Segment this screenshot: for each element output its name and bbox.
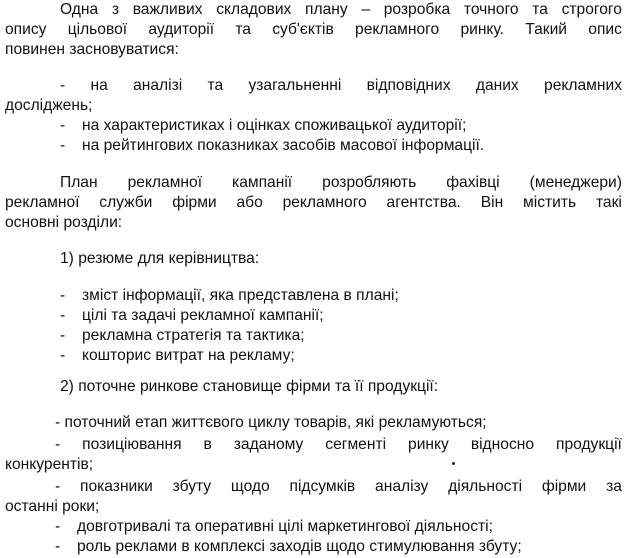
word: (менеджери)	[529, 174, 622, 191]
word: діяльності	[448, 478, 523, 495]
section-2-item-4	[5, 517, 622, 537]
list-1-item-2-text: на характеристиках і оцінках споживацької аудиторії;	[82, 117, 467, 134]
word: -	[60, 77, 66, 94]
word: такі	[595, 194, 622, 211]
section-2-item-4-text: довготривалі та оперативні цілі маркетингової діяльності;	[77, 518, 493, 535]
word: розробляють	[322, 174, 417, 191]
word: точного	[463, 1, 519, 18]
word: строгого	[561, 1, 622, 18]
section-2-item-2-line-2: конкурентів;	[5, 456, 94, 473]
word: ринку	[408, 436, 449, 453]
section-2-item-2-line-1	[5, 435, 622, 455]
word: показники	[80, 478, 153, 495]
word: рекламного	[282, 194, 367, 211]
paragraph-2-line-1	[5, 173, 622, 193]
list-1-item-1-line-2: досліджень;	[5, 97, 93, 114]
word: сегменті	[325, 436, 387, 453]
bullet-dash: -	[55, 538, 61, 555]
word: -	[55, 478, 61, 495]
word: аналізу	[375, 478, 429, 495]
word: плану	[305, 1, 348, 18]
word: Такий	[525, 21, 568, 38]
word: рекламного	[355, 21, 440, 38]
list-1-item-3-text: на рейтингових показниках засобів масової інформації.	[82, 137, 485, 154]
word: важливих	[132, 1, 203, 18]
bullet-dash: -	[60, 117, 66, 134]
word: даних	[475, 77, 519, 94]
paragraph-1-line-3: повинен засновуватися:	[5, 41, 179, 58]
word: заданому	[233, 436, 304, 453]
word: складових	[216, 1, 292, 18]
section-2-item-5	[5, 537, 622, 557]
section-2-item-1: - поточний етап життєвого циклу товарів, які рекламуються;	[55, 414, 487, 431]
section-1-item-text: цілі та задачі рекламної кампанії;	[82, 307, 324, 324]
word: кампанії	[232, 174, 293, 191]
word: на	[90, 77, 108, 94]
word: служби	[99, 194, 153, 211]
word: підсумків	[289, 478, 356, 495]
word: -	[55, 436, 61, 453]
word: фахівці	[446, 174, 500, 191]
bullet-dash: -	[60, 327, 66, 344]
list-1-item-1-line-1	[5, 76, 622, 96]
word: фірми	[541, 478, 587, 495]
paragraph-2-line-3: основні розділи:	[5, 214, 123, 231]
word: щодо	[230, 478, 270, 495]
word: рекламних	[544, 77, 622, 94]
word: Він	[480, 194, 504, 211]
section-1-item-text: зміст інформації, яка представлена в плані;	[82, 287, 399, 304]
paragraph-1-line-2	[5, 20, 622, 40]
word: або	[236, 194, 263, 211]
word: фірми	[172, 194, 217, 211]
word: з	[111, 1, 120, 18]
word: цільової	[67, 21, 128, 38]
section-1-item-4	[5, 346, 622, 366]
list-1-item-2	[5, 116, 622, 136]
section-2-item-3-line-2: останні роки;	[5, 498, 100, 515]
word: збуту	[172, 478, 212, 495]
paragraph-1-line-1	[5, 0, 622, 20]
word: та	[532, 1, 548, 18]
bullet-dash: -	[55, 518, 61, 535]
word: рекламної	[127, 174, 203, 191]
section-2-item-3-line-1	[5, 477, 622, 497]
word: –	[361, 1, 371, 18]
word: агентства.	[386, 194, 461, 211]
word: розробка	[383, 1, 451, 18]
section-1-heading: 1) резюме для керівництва:	[60, 250, 260, 267]
word: та	[235, 21, 251, 38]
word: продукції	[556, 436, 622, 453]
word: опис	[588, 21, 622, 38]
word: відповідних	[366, 77, 451, 94]
stray-dot	[452, 462, 455, 465]
word: позиціювання	[82, 436, 182, 453]
word: в	[203, 436, 212, 453]
word: узагальненні	[248, 77, 342, 94]
word: відносно	[470, 436, 535, 453]
bullet-dash: -	[60, 137, 66, 154]
section-1-item-1	[5, 286, 622, 306]
section-1-item-2	[5, 306, 622, 326]
section-1-item-3	[5, 326, 622, 346]
bullet-dash: -	[60, 287, 66, 304]
word: опису	[5, 21, 47, 38]
section-1-item-text: кошторис витрат на рекламу;	[82, 347, 295, 364]
section-1-item-text: рекламна стратегія та тактика;	[82, 327, 305, 344]
word: суб'єктів	[272, 21, 334, 38]
word: ринку.	[460, 21, 504, 38]
word: аудиторії	[148, 21, 215, 38]
word: містить	[523, 194, 577, 211]
word: аналізі	[133, 77, 183, 94]
word: за	[606, 478, 622, 495]
bullet-dash: -	[60, 307, 66, 324]
word: рекламної	[5, 194, 80, 211]
bullet-dash: -	[60, 347, 66, 364]
word: План	[60, 174, 98, 191]
word: та	[207, 77, 224, 94]
section-2-heading: 2) поточне ринкове становище фірми та її продукції:	[60, 378, 439, 395]
paragraph-2-line-2	[5, 193, 622, 213]
section-2-item-5-text: роль реклами в комплексі заходів щодо стимулювання збуту;	[77, 538, 522, 555]
list-1-item-3	[5, 136, 622, 156]
word: Одна	[60, 1, 99, 18]
